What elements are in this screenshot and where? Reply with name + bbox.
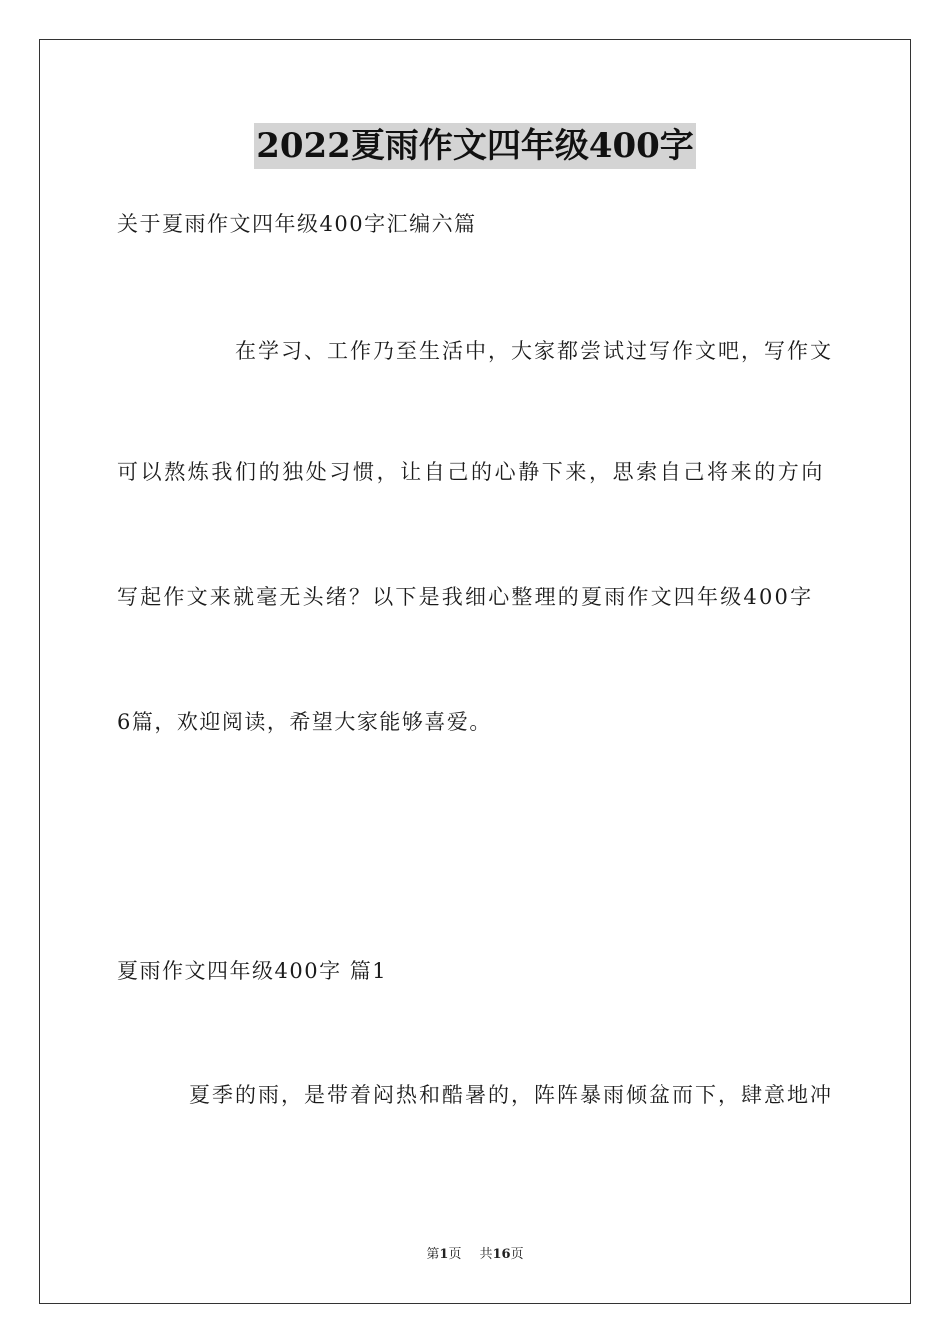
page-footer bbox=[0, 1246, 950, 1264]
title-container bbox=[0, 123, 950, 169]
page-current: 1 bbox=[439, 1247, 449, 1262]
page-prefix: 第 bbox=[426, 1247, 440, 1262]
intro-paragraph-line: 在学习、工作乃至生活中，大家都尝试过写作文吧，写作文 bbox=[235, 339, 833, 363]
total-prefix: 共 bbox=[479, 1247, 493, 1262]
section-paragraph-line: 夏季的雨，是带着闷热和酷暑的，阵阵暴雨倾盆而下，肆意地冲 bbox=[189, 1083, 833, 1107]
section-heading: 夏雨作文四年级400字 篇1 bbox=[117, 959, 388, 983]
document-subtitle: 关于夏雨作文四年级400字汇编六篇 bbox=[117, 212, 477, 236]
intro-paragraph-line: 可以熬炼我们的独处习惯，让自己的心静下来，思索自己将来的方向 bbox=[117, 460, 825, 484]
intro-paragraph-line: 写起作文来就毫无头绪？以下是我细心整理的夏雨作文四年级400字 bbox=[117, 585, 814, 609]
page-suffix: 页 bbox=[448, 1247, 462, 1262]
total-suffix: 页 bbox=[510, 1247, 524, 1262]
page-total: 16 bbox=[492, 1247, 511, 1262]
intro-paragraph-line: 6篇，欢迎阅读，希望大家能够喜爱。 bbox=[117, 710, 492, 734]
document-title: 2022夏雨作文四年级400字 bbox=[254, 123, 696, 169]
